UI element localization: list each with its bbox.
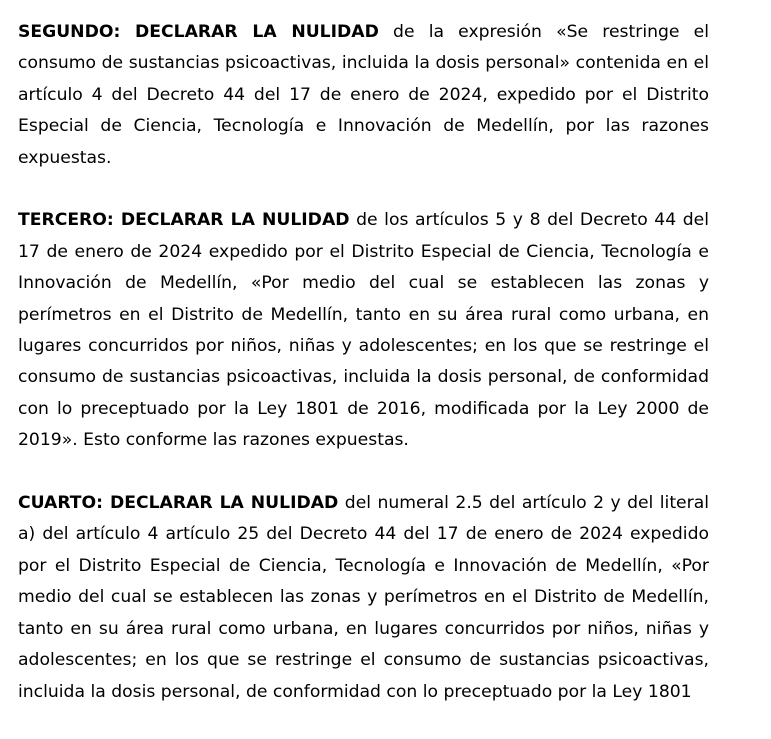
paragraph-body: de la expresión «Se restringe el consumo de sustancias psicoactivas, incluida la dosis personal» contenida en el artículo 4 del Decreto 44 del 17 de enero de 2024, expedido por el Distrito Especial de Ciencia, Tecnología e Innovación de Medellín, por las razones expuestas. <box>18 22 709 168</box>
paragraph-body: del numeral 2.5 del artículo 2 y del literal a) del artículo 4 artículo 25 del Decreto 44 del 17 de enero de 2024 expedido por el Distrito Especial de Ciencia, Tecnología e Innovación de Medellín, «Por medio del cual se establecen las zonas y perímetros en el Distrito de Medellín, tanto en su área rural como urbana, en lugares concurridos por niños, niñas y adolescentes; en los que se restringe el consumo de sustancias psicoactivas, incluida la dosis personal, de conformidad con lo preceptuado por la Ley 1801 <box>18 493 710 702</box>
document-page <box>18 17 709 739</box>
paragraph-cuarto <box>18 488 709 708</box>
paragraph-tercero <box>18 205 709 456</box>
paragraph-body: de los artículos 5 y 8 del Decreto 44 del 17 de enero de 2024 expedido por el Distrito Especial de Ciencia, Tecnología e Innovación de Medellín, «Por medio del cual se establecen las zonas y perímetros en el Distrito de Medellín, tanto en su área rural como urbana, en lugares concurridos por niños, niñas y adolescentes; en los que se restringe el consumo de sustancias psicoactivas, incluida la dosis personal, de conformidad con lo preceptuado por la Ley 1801 de 2016, modificada por la Ley 2000 de 2019». Esto conforme las razones expuestas. <box>18 210 710 451</box>
paragraph-heading: CUARTO: DECLARAR LA NULIDAD <box>18 493 339 514</box>
paragraph-segundo <box>18 17 709 174</box>
paragraph-heading: TERCERO: DECLARAR LA NULIDAD <box>18 210 350 231</box>
paragraph-heading: SEGUNDO: DECLARAR LA NULIDAD <box>18 22 379 42</box>
